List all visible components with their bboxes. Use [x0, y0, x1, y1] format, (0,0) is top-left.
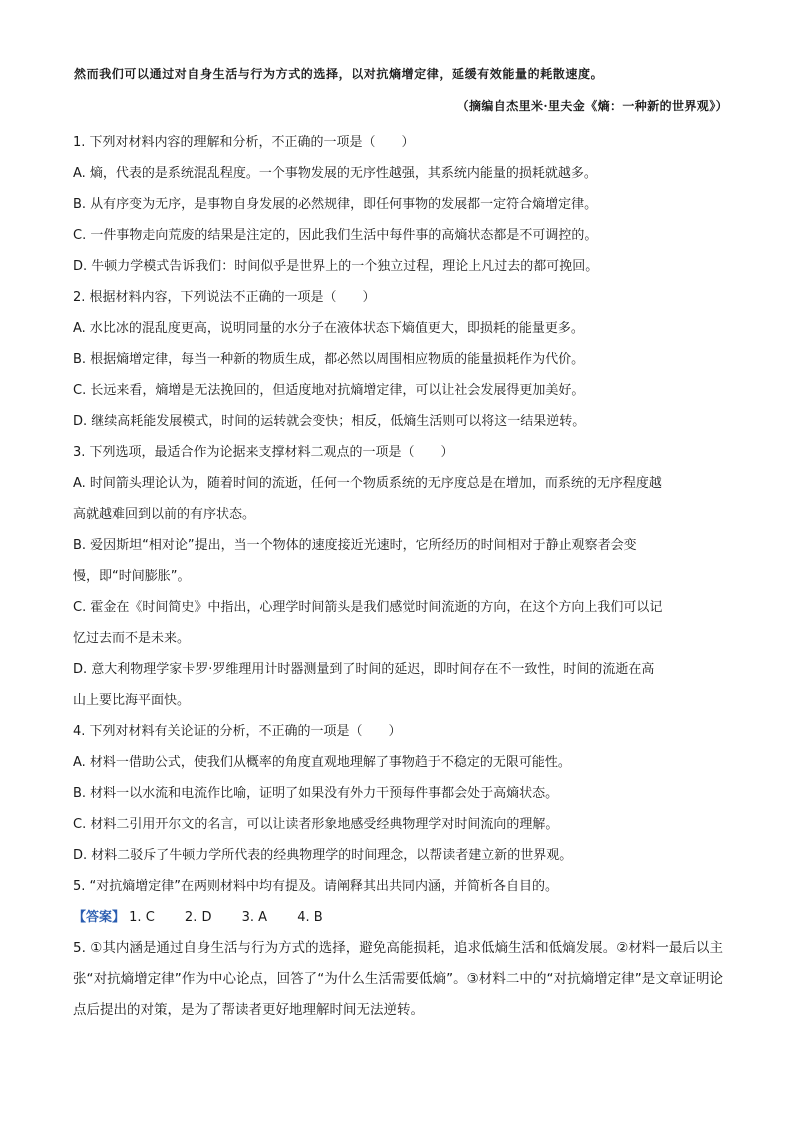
option-line: B. 爱因斯坦“相对论”提出，当一个物体的速度接近光速时，它所经历的时间相对于静止观察者会变	[73, 538, 637, 553]
option-line: D. 意大利物理学家卡罗·罗维理用计时器测量到了时间的延迟，即时间存在不一致性，时间的流逝在高	[73, 662, 655, 677]
question-1-option-b: B. 从有序变为无序，是事物自身发展的必然规律，即任何事物的发展都一定符合熵增定律。	[73, 197, 598, 212]
answer-item: 4. B	[297, 910, 323, 925]
option-line: 忆过去而不是未来。	[73, 631, 191, 646]
answer-item: 2. D	[184, 910, 212, 925]
question-5-stem: 5. “对抗熵增定律”在两则材料中均有提及。请阐释其出共同内涵，并简析各自目的。	[73, 879, 559, 894]
question-2-option-d: D. 继续高耗能发展模式，时间的运转就会变快；相反，低熵生活则可以将这一结果逆转。	[73, 414, 586, 429]
question-2-option-a: A. 水比冰的混乱度更高，说明同量的水分子在液体状态下熵值更大，即损耗的能量更多。	[73, 321, 584, 336]
question-4-option-a: A. 材料一借助公式，使我们从概率的角度直观地理解了事物趋于不稳定的无限可能性。	[73, 755, 571, 770]
question-1-option-d: D. 牛顿力学模式告诉我们：时间似乎是世界上的一个独立过程，理论上凡过去的都可挽回。	[73, 259, 599, 274]
question-3-option-c	[73, 592, 723, 654]
answer-key	[73, 902, 723, 933]
question-4-option-b: B. 材料一以水流和电流作比喻，证明了如果没有外力干预每件事都会处于高熵状态。	[73, 786, 559, 801]
intro-paragraph: 然而我们可以通过对自身生活与行为方式的选择，以对抗熵增定律，延缓有效能量的耗散速度。	[74, 67, 604, 81]
answer-item: 3. A	[241, 910, 268, 925]
option-line: 高就越难回到以前的有序状态。	[73, 507, 256, 522]
question-1-stem: 1. 下列对材料内容的理解和分析，不正确的一项是（ ）	[73, 135, 415, 150]
question-2-option-c: C. 长远来看，熵增是无法挽回的，但适度地对抗熵增定律，可以让社会发展得更加美好。	[73, 383, 585, 398]
question-3-option-b	[73, 530, 723, 592]
option-line: 慢，即“时间膨胀”。	[73, 569, 191, 584]
answer-item: 1. C	[129, 910, 155, 925]
option-line: C. 霍金在《时间简史》中指出，心理学时间箭头是我们感觉时间流逝的方向，在这个方向上我们可以记	[73, 600, 663, 615]
question-4-option-c: C. 材料二引用开尔文的名言，可以让读者形象地感受经典物理学对时间流向的理解。	[73, 817, 559, 832]
answer-label: 【答案】	[73, 910, 126, 925]
question-2-stem: 2. 根据材料内容，下列说法不正确的一项是（ ）	[73, 290, 376, 305]
question-5-answer: 5. ①其内涵是通过自身生活与行为方式的选择，避免高能损耗，追求低熵生活和低熵发展。②材料一最后以主张“对抗熵增定律”作为中心论点，回答了“为什么生活需要低熵”。③材料二中的“对抗熵增定律”是文章证明论点后提出的对策，是为了帮读者更好地理解时间无法逆转。	[73, 940, 723, 1018]
option-line: A. 时间箭头理论认为，随着时间的流逝，任何一个物质系统的无序度总是在增加，而系统的无序程度越	[73, 476, 662, 491]
question-1-option-a: A. 熵，代表的是系统混乱程度。一个事物发展的无序性越强，其系统内能量的损耗就越多。	[73, 166, 597, 181]
question-4-stem: 4. 下列对材料有关论证的分析，不正确的一项是（ ）	[73, 724, 402, 739]
question-4-option-d: D. 材料二驳斥了牛顿力学所代表的经典物理学的时间理念，以帮读者建立新的世界观。	[73, 848, 573, 863]
question-1-option-c: C. 一件事物走向荒废的结果是注定的，因此我们生活中每件事的高熵状态都是不可调控的。	[73, 228, 598, 243]
question-2-option-b: B. 根据熵增定律，每当一种新的物质生成，都必然以周围相应物质的能量损耗作为代价。	[73, 352, 585, 367]
question-body	[73, 127, 723, 1026]
source-citation: （摘编自杰里米·里夫金《熵：一种新的世界观》）	[456, 99, 728, 113]
question-3-option-d	[73, 654, 723, 716]
option-line: 山上要比海平面快。	[73, 693, 191, 708]
question-3-option-a	[73, 468, 723, 530]
question-3-stem: 3. 下列选项，最适合作为论据来支撑材料二观点的一项是（ ）	[73, 445, 454, 460]
